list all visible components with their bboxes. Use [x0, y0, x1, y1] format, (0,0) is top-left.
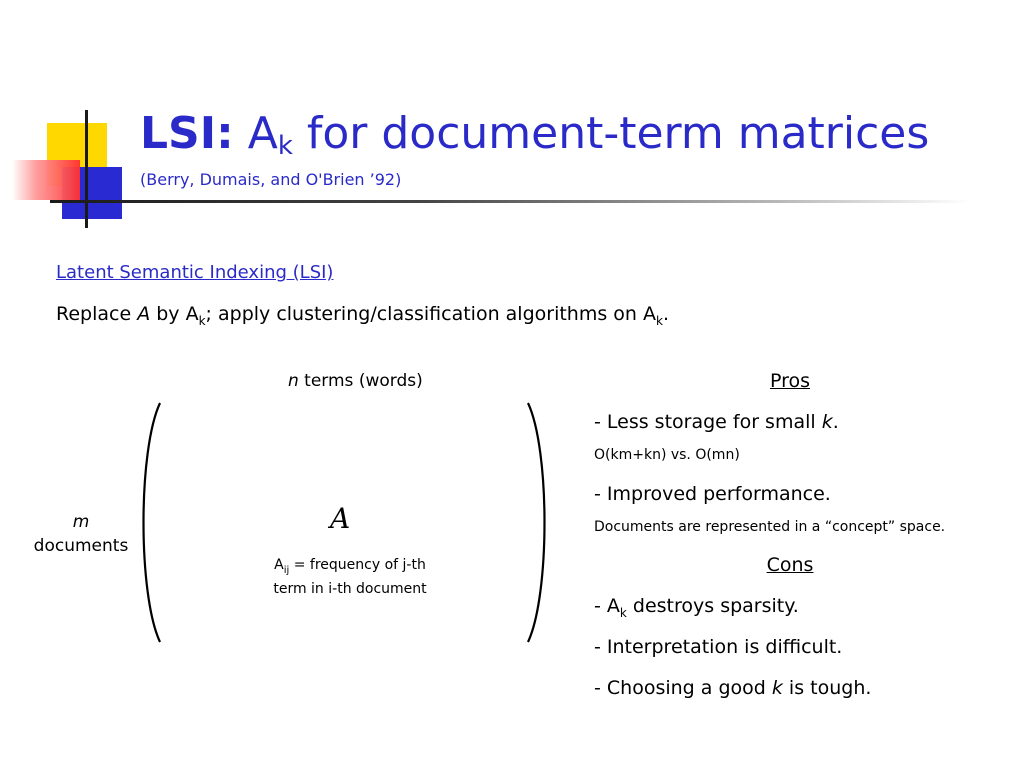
aij-definition: $A_{ij}$ = frequency of j-th term in i-th document — [273, 557, 427, 597]
slide-title: LSI: $A_k$ for document-term matrices — [140, 108, 930, 161]
n-terms-label: n terms (words) — [288, 371, 423, 391]
replace-statement: Replace A by $A_k$; apply clustering/classification algorithms on $A_k$. — [56, 303, 669, 328]
matrix-right-bracket — [522, 400, 552, 645]
pros-item-performance: - Improved performance. — [594, 483, 831, 505]
pros-heading: Pros — [769, 370, 811, 392]
pros-item-storage: - Less storage for small k. — [594, 411, 839, 433]
lsi-link[interactable]: Latent Semantic Indexing (LSI) — [56, 262, 334, 283]
cons-item-interpretation: - Interpretation is difficult. — [594, 636, 843, 658]
m-documents-label: m documents — [33, 512, 129, 556]
cons-item-choosing-k: - Choosing a good k is tough. — [594, 677, 872, 699]
pros-note-complexity: O(km+kn) vs. O(mn) — [594, 447, 740, 463]
logo-red-gradient — [12, 160, 80, 200]
logo-vertical-line — [85, 110, 88, 228]
slide-subtitle: (Berry, Dumais, and O'Brien ’92) — [140, 170, 402, 189]
cons-heading: Cons — [766, 554, 814, 576]
pros-note-concept-space: Documents are represented in a “concept” space. — [594, 519, 946, 535]
title-underline — [50, 200, 970, 203]
cons-item-sparsity: - $A_k$ destroys sparsity. — [594, 595, 799, 620]
matrix-left-bracket — [136, 400, 166, 645]
matrix-symbol: A — [330, 502, 351, 535]
